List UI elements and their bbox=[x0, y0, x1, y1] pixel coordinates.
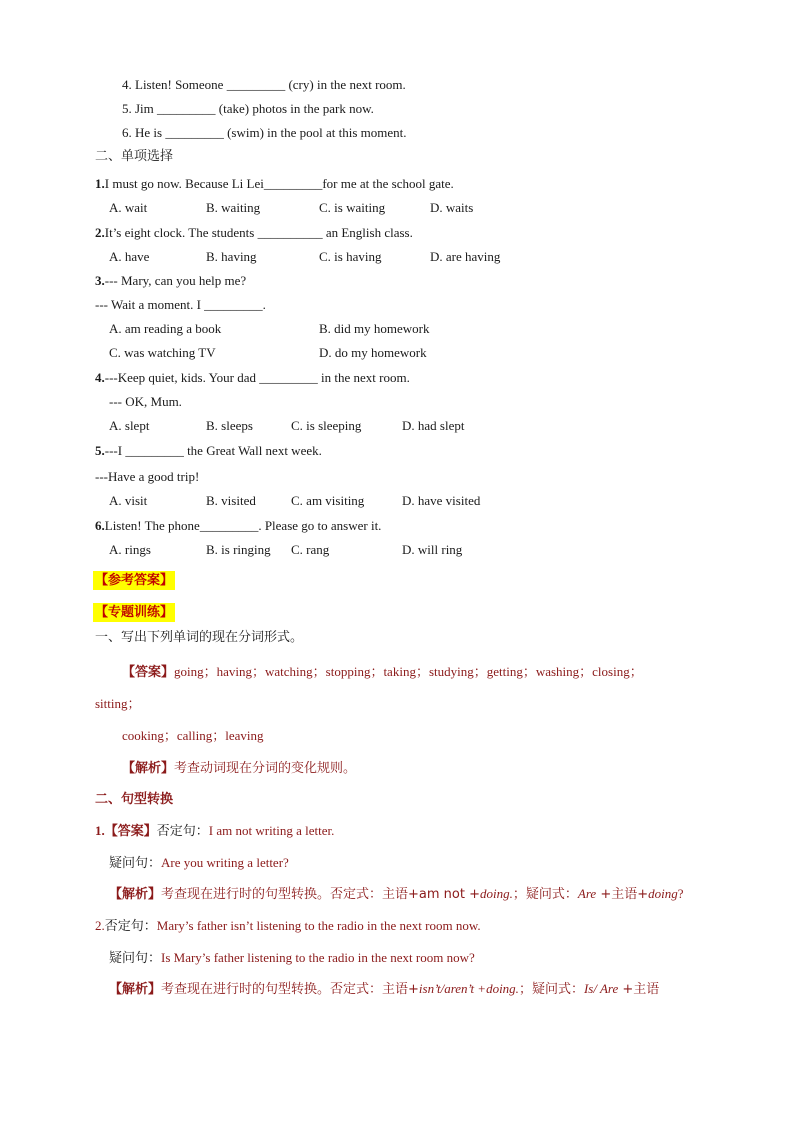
question-stem: It’s eight clock. The students __________ an English class. bbox=[104, 225, 413, 240]
answer-2-item1 bbox=[95, 823, 334, 840]
mc4-option-b: B. sleeps bbox=[206, 418, 253, 433]
mc4-option-a: A. slept bbox=[109, 418, 150, 433]
mc6-option-c: C. rang bbox=[291, 542, 330, 557]
mc5-option-d: D. have visited bbox=[402, 493, 481, 508]
analysis-2-item1 bbox=[109, 886, 684, 903]
question-stem: --- Mary, can you help me? bbox=[104, 273, 247, 288]
question-number: 1. bbox=[95, 176, 105, 191]
mc2-option-d: D. are having bbox=[430, 249, 501, 264]
mc-question-6 bbox=[95, 518, 381, 534]
answer-2-item2 bbox=[95, 918, 481, 935]
answer-1-line1 bbox=[122, 664, 643, 681]
mc-question-1 bbox=[95, 176, 454, 192]
analysis-text: 考查动词现在分词的变化规则。 bbox=[174, 761, 357, 776]
mc3-option-b: B. did my homework bbox=[319, 321, 430, 336]
answer-1-line3: cooking；calling；leaving bbox=[122, 728, 264, 743]
fill-item-5: 5. Jim _________ (take) photos in the park now. bbox=[122, 101, 374, 116]
mc1-option-c: C. is waiting bbox=[319, 200, 386, 215]
negative-label: 否定句： bbox=[104, 919, 157, 934]
analysis-label: 【解析】 bbox=[109, 982, 162, 997]
answer-1-line2: sitting； bbox=[95, 696, 141, 711]
question-sentence: Is Mary’s father listening to the radio in the next room now? bbox=[161, 950, 475, 965]
mc2-option-b: B. having bbox=[206, 249, 257, 264]
mc-question-4 bbox=[95, 370, 410, 386]
answer-words: going；having；watching；stopping；taking；studying；getting；washing；closing； bbox=[174, 664, 643, 679]
mc3-stem-line2: --- Wait a moment. I _________. bbox=[95, 297, 266, 312]
analysis-text: 考查现在进行时的句型转换。否定式：主语+ bbox=[161, 982, 419, 997]
mc2-option-a: A. have bbox=[109, 249, 150, 264]
question-stem: Listen! The phone_________. Please go to answer it. bbox=[104, 518, 382, 533]
question-number: 6. bbox=[95, 518, 105, 533]
mc-question-3 bbox=[95, 273, 246, 289]
analysis-text: ；疑问式： bbox=[512, 887, 578, 902]
mc1-option-d: D. waits bbox=[430, 200, 474, 215]
mc3-option-c: C. was watching TV bbox=[109, 345, 216, 360]
mc4-option-d: D. had slept bbox=[402, 418, 465, 433]
mc6-option-a: A. rings bbox=[109, 542, 151, 557]
answer-section-2-title: 二、句型转换 bbox=[95, 792, 174, 807]
analysis-text: Is/ Are bbox=[583, 981, 619, 996]
analysis-text: Are bbox=[577, 886, 597, 901]
analysis-text: doing bbox=[648, 886, 678, 901]
fill-item-6: 6. He is _________ (swim) in the pool at this moment. bbox=[122, 125, 407, 140]
answer-label: 【答案】 bbox=[104, 824, 157, 839]
question-number: 3. bbox=[95, 273, 105, 288]
item-number: 2. bbox=[95, 918, 105, 933]
negative-sentence: Mary’s father isn’t listening to the radio in the next room now. bbox=[156, 918, 481, 933]
analysis-text: isn’t/aren’t +doing. bbox=[418, 981, 519, 996]
analysis-text: doing. bbox=[480, 886, 513, 901]
mc4-stem-line2: --- OK, Mum. bbox=[109, 394, 182, 409]
negative-sentence: I am not writing a letter. bbox=[208, 823, 335, 838]
question-stem: I must go now. Because Li Lei_________for me at the school gate. bbox=[104, 176, 454, 191]
mc-question-2 bbox=[95, 225, 413, 241]
mc1-option-b: B. waiting bbox=[206, 200, 261, 215]
analysis-label: 【解析】 bbox=[122, 761, 175, 776]
answer-2-item1-question bbox=[109, 855, 289, 872]
analysis-2-item2 bbox=[109, 981, 659, 998]
section-title-multiple-choice: 二、单项选择 bbox=[95, 149, 174, 164]
analysis-text: +主语+ bbox=[596, 887, 649, 902]
mc3-option-d: D. do my homework bbox=[319, 345, 427, 360]
question-stem: ---Keep quiet, kids. Your dad _________ in the next room. bbox=[104, 370, 410, 385]
topic-training-badge bbox=[93, 603, 175, 622]
mc5-stem-line2: ---Have a good trip! bbox=[95, 469, 200, 484]
question-label: 疑问句： bbox=[109, 856, 162, 871]
question-label: 疑问句： bbox=[109, 951, 162, 966]
mc1-option-a: A. wait bbox=[109, 200, 148, 215]
analysis-text: +主语 bbox=[618, 982, 660, 997]
analysis-label: 【解析】 bbox=[109, 887, 162, 902]
mc4-option-c: C. is sleeping bbox=[291, 418, 362, 433]
mc6-option-b: B. is ringing bbox=[206, 542, 271, 557]
question-number: 4. bbox=[95, 370, 105, 385]
answer-2-item2-question bbox=[109, 950, 475, 967]
mc3-option-a: A. am reading a book bbox=[109, 321, 222, 336]
badge-text: 【参考答案】 bbox=[95, 573, 174, 588]
mc2-option-c: C. is having bbox=[319, 249, 382, 264]
analysis-text: 考查现在进行时的句型转换。否定式：主语+am not + bbox=[161, 887, 480, 902]
answer-label: 【答案】 bbox=[122, 665, 175, 680]
question-stem: ---I _________ the Great Wall next week. bbox=[104, 443, 322, 458]
reference-answers-badge bbox=[93, 571, 175, 590]
answer-section-1-title: 一、写出下列单词的现在分词形式。 bbox=[95, 630, 304, 645]
badge-text: 【专题训练】 bbox=[95, 605, 174, 620]
mc5-option-b: B. visited bbox=[206, 493, 256, 508]
mc-question-5 bbox=[95, 443, 322, 459]
negative-label: 否定句： bbox=[156, 824, 209, 839]
question-number: 2. bbox=[95, 225, 105, 240]
mc6-option-d: D. will ring bbox=[402, 542, 463, 557]
item-number: 1. bbox=[95, 823, 105, 838]
fill-item-4: 4. Listen! Someone _________ (cry) in the next room. bbox=[122, 77, 406, 92]
mc5-option-c: C. am visiting bbox=[291, 493, 365, 508]
question-sentence: Are you writing a letter? bbox=[161, 855, 289, 870]
mc5-option-a: A. visit bbox=[109, 493, 148, 508]
analysis-1 bbox=[122, 760, 356, 777]
question-number: 5. bbox=[95, 443, 105, 458]
analysis-text: ? bbox=[677, 886, 684, 901]
analysis-text: ；疑问式： bbox=[518, 982, 584, 997]
